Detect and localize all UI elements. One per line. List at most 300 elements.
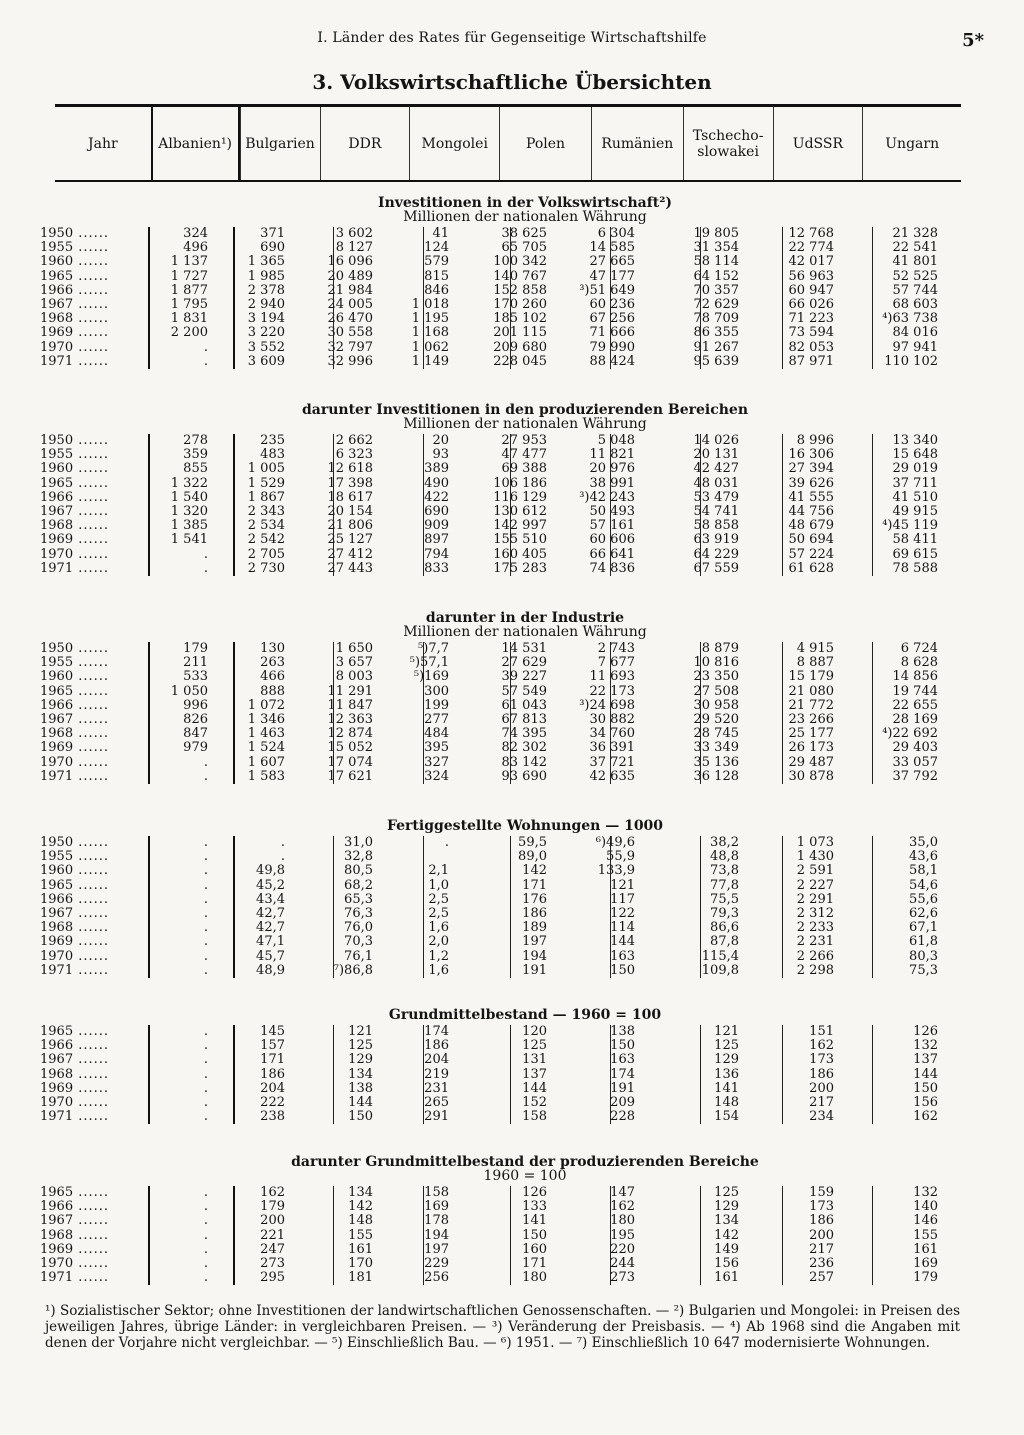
table-row xyxy=(40,270,970,284)
cell-polen: 171 xyxy=(522,877,547,893)
row-year xyxy=(40,964,150,978)
table-row xyxy=(40,1096,970,1110)
row-year xyxy=(40,950,150,964)
leader-dots: ...... xyxy=(73,905,110,921)
cell-bulgarien: 179 xyxy=(260,1199,285,1215)
cell-mongolei: 327 xyxy=(424,754,449,770)
leader-dots: ...... xyxy=(73,254,110,270)
row-year xyxy=(40,670,150,684)
column-header-ungarn: Ungarn xyxy=(862,107,961,180)
year-label: 1967 xyxy=(40,1052,74,1068)
cell-ddr: 142 xyxy=(348,1199,373,1215)
cell-polen: 171 xyxy=(522,1255,547,1271)
cell-bulgarien: 1 529 xyxy=(247,475,285,491)
cell-tschechoslowakei: 79,3 xyxy=(710,905,739,921)
cell-mongolei: 1 195 xyxy=(411,311,449,327)
row-year xyxy=(40,312,150,326)
cell-ungarn: 155 xyxy=(913,1227,938,1243)
table-row xyxy=(40,241,970,255)
cell-tschechoslowakei: 63 919 xyxy=(693,532,739,548)
cell-tschechoslowakei: 115,4 xyxy=(701,948,739,964)
column-rule xyxy=(872,836,873,978)
cell-ungarn: 84 016 xyxy=(892,325,938,341)
cell-udssr: 8 996 xyxy=(796,433,834,448)
leader-dots: ...... xyxy=(73,1024,110,1039)
cell-ungarn: 126 xyxy=(913,1024,938,1039)
table-row xyxy=(40,227,970,241)
cell-ungarn: 41 801 xyxy=(892,254,938,270)
cell-ungarn: ⁴)45 119 xyxy=(882,518,938,534)
table-section xyxy=(40,819,970,978)
table-row xyxy=(40,298,970,312)
cell-tschechoslowakei: 28 745 xyxy=(693,726,739,742)
leader-dots: ...... xyxy=(73,1109,110,1125)
cell-bulgarien: 263 xyxy=(260,655,285,671)
row-year xyxy=(40,727,150,741)
cell-polen: 47 477 xyxy=(501,447,547,463)
leader-dots: ...... xyxy=(73,560,110,576)
leader-dots: ...... xyxy=(73,1270,110,1286)
cell-rumaenien: 180 xyxy=(610,1213,635,1229)
cell-ungarn: 58 411 xyxy=(892,532,938,548)
year-label: 1965 xyxy=(40,877,74,893)
year-label: 1960 xyxy=(40,461,74,477)
cell-tschechoslowakei: 161 xyxy=(714,1270,739,1286)
year-label: 1971 xyxy=(40,768,74,784)
cell-albanien: . xyxy=(203,339,208,355)
cell-albanien: 2 200 xyxy=(170,325,208,341)
table-row xyxy=(40,713,970,727)
cell-ddr: 15 052 xyxy=(327,740,373,756)
cell-mongolei: 1 149 xyxy=(411,353,449,369)
cell-ddr: 20 489 xyxy=(327,268,373,284)
cell-bulgarien: 162 xyxy=(260,1185,285,1200)
cell-albanien: . xyxy=(203,877,208,893)
cell-udssr: 44 756 xyxy=(788,503,834,519)
cell-albanien: . xyxy=(203,863,208,879)
cell-polen: 39 227 xyxy=(501,669,547,685)
cell-ddr: 30 558 xyxy=(327,325,373,341)
cell-ddr: 2 662 xyxy=(335,433,373,448)
year-label: 1970 xyxy=(40,948,74,964)
cell-ddr: 12 874 xyxy=(327,726,373,742)
column-rule xyxy=(423,1025,424,1124)
year-label: 1966 xyxy=(40,891,74,907)
table-row xyxy=(40,850,970,864)
row-year xyxy=(40,434,150,448)
cell-albanien: . xyxy=(203,768,208,784)
leader-dots: ...... xyxy=(73,962,110,978)
leader-dots: ...... xyxy=(73,1080,110,1096)
cell-mongolei: 389 xyxy=(424,461,449,477)
cell-polen: 65 705 xyxy=(501,240,547,256)
cell-ddr: 20 154 xyxy=(327,503,373,519)
table-row xyxy=(40,935,970,949)
cell-polen: 144 xyxy=(522,1080,547,1096)
cell-polen: 142 xyxy=(522,863,547,879)
cell-tschechoslowakei: 23 350 xyxy=(693,669,739,685)
cell-bulgarien: 3 609 xyxy=(247,353,285,369)
cell-rumaenien: 163 xyxy=(610,1052,635,1068)
cell-ddr: 17 398 xyxy=(327,475,373,491)
cell-mongolei: 833 xyxy=(424,560,449,576)
cell-udssr: 236 xyxy=(809,1255,834,1271)
cell-albanien: . xyxy=(203,835,208,850)
year-label: 1968 xyxy=(40,1227,74,1243)
cell-polen: 185 102 xyxy=(493,311,547,327)
year-label: 1969 xyxy=(40,1080,74,1096)
column-rule xyxy=(782,1025,783,1124)
cell-polen: 106 186 xyxy=(493,475,547,491)
cell-polen: 100 342 xyxy=(493,254,547,270)
cell-rumaenien: 7 677 xyxy=(597,655,635,671)
row-year xyxy=(40,241,150,255)
cell-ungarn: 37 711 xyxy=(892,475,938,491)
column-header-rumaenien: Rumänien xyxy=(591,107,683,180)
cell-ungarn: 161 xyxy=(913,1241,938,1257)
row-year xyxy=(40,864,150,878)
cell-ddr: 17 074 xyxy=(327,754,373,770)
cell-mongolei: 2,1 xyxy=(428,863,449,879)
cell-rumaenien: 38 991 xyxy=(589,475,635,491)
leader-dots: ...... xyxy=(73,697,110,713)
cell-bulgarien: 1 365 xyxy=(247,254,285,270)
cell-albanien: 1 795 xyxy=(170,296,208,312)
cell-albanien: 826 xyxy=(183,711,208,727)
cell-albanien: . xyxy=(203,1270,208,1286)
cell-udssr: 27 394 xyxy=(788,461,834,477)
table-row xyxy=(40,491,970,505)
year-label: 1965 xyxy=(40,1185,74,1200)
column-rule xyxy=(423,434,424,576)
cell-mongolei: 199 xyxy=(424,697,449,713)
cell-ddr: 11 847 xyxy=(327,697,373,713)
table-row xyxy=(40,907,970,921)
cell-mongolei: 1 018 xyxy=(411,296,449,312)
leader-dots: ...... xyxy=(73,1052,110,1068)
cell-bulgarien: 48,9 xyxy=(256,962,285,978)
footnotes: ¹) Sozialistischer Sektor; ohne Investitionen der landwirtschaftlichen Genossenschaften. — ²) Bulgarien und Mongolei: in Preisen des jeweiligen Jahres, übrige Länder: in vergleichbaren Preisen. — ³) Veränderung der Preisbasis. — ⁴) Ab 1968 sind die Angaben mit denen der Vorjahre nicht vergleichbar. — ⁵) Einschließlich Bau. — ⁶) 1951. — ⁷) Einschließlich 10 647 modernisierte Wohnungen. xyxy=(45,1303,960,1351)
leader-dots: ...... xyxy=(73,282,110,298)
cell-ddr: 32 996 xyxy=(327,353,373,369)
year-label: 1971 xyxy=(40,1270,74,1286)
year-label: 1967 xyxy=(40,711,74,727)
leader-dots: ...... xyxy=(73,1185,110,1200)
cell-polen: 170 260 xyxy=(493,296,547,312)
cell-tschechoslowakei: 19 805 xyxy=(693,226,739,241)
leader-dots: ...... xyxy=(73,1199,110,1215)
cell-albanien: 1 541 xyxy=(170,532,208,548)
row-year xyxy=(40,1229,150,1243)
year-label: 1967 xyxy=(40,296,74,312)
cell-tschechoslowakei: 33 349 xyxy=(693,740,739,756)
table-row xyxy=(40,864,970,878)
cell-rumaenien: 133,9 xyxy=(597,863,635,879)
cell-udssr: 151 xyxy=(809,1024,834,1039)
cell-albanien: . xyxy=(203,353,208,369)
cell-bulgarien: 1 346 xyxy=(247,711,285,727)
column-rule xyxy=(510,1025,511,1124)
table-row xyxy=(40,326,970,340)
cell-mongolei: 204 xyxy=(424,1052,449,1068)
section-rows xyxy=(40,836,970,978)
cell-rumaenien: 6 304 xyxy=(597,226,635,241)
row-year xyxy=(40,448,150,462)
cell-rumaenien: ³)51 649 xyxy=(579,282,635,298)
cell-rumaenien: 55,9 xyxy=(606,849,635,865)
cell-udssr: 186 xyxy=(809,1066,834,1082)
column-rule xyxy=(333,1025,334,1124)
cell-tschechoslowakei: 75,5 xyxy=(710,891,739,907)
cell-rumaenien: 30 882 xyxy=(589,711,635,727)
cell-polen: 130 612 xyxy=(493,503,547,519)
cell-polen: 189 xyxy=(522,920,547,936)
cell-albanien: 1 322 xyxy=(170,475,208,491)
cell-tschechoslowakei: 30 958 xyxy=(693,697,739,713)
cell-ddr: 148 xyxy=(348,1213,373,1229)
leader-dots: ...... xyxy=(73,518,110,534)
table-row xyxy=(40,836,970,850)
cell-bulgarien: 42,7 xyxy=(256,905,285,921)
cell-albanien: . xyxy=(203,962,208,978)
column-rule xyxy=(423,836,424,978)
cell-mongolei: 256 xyxy=(424,1270,449,1286)
column-header-mongolei: Mongolei xyxy=(409,107,499,180)
cell-tschechoslowakei: 10 816 xyxy=(693,655,739,671)
cell-rumaenien: 27 665 xyxy=(589,254,635,270)
column-header-tschechoslowakei: Tschecho- slowakei xyxy=(683,107,773,180)
cell-tschechoslowakei: 109,8 xyxy=(701,962,739,978)
cell-polen: 175 283 xyxy=(493,560,547,576)
column-rule xyxy=(148,1186,150,1285)
year-label: 1965 xyxy=(40,1024,74,1039)
row-year xyxy=(40,713,150,727)
cell-ddr: 8 003 xyxy=(335,669,373,685)
leader-dots: ...... xyxy=(73,311,110,327)
cell-mongolei: . xyxy=(444,835,449,850)
column-rule xyxy=(610,1186,611,1285)
cell-polen: 142 997 xyxy=(493,518,547,534)
cell-rumaenien: 50 493 xyxy=(589,503,635,519)
column-rule xyxy=(610,1025,611,1124)
year-label: 1960 xyxy=(40,863,74,879)
column-rule xyxy=(233,227,235,369)
table-section xyxy=(40,1008,970,1124)
cell-rumaenien: 122 xyxy=(610,905,635,921)
cell-bulgarien: 3 552 xyxy=(247,339,285,355)
cell-mongolei: 395 xyxy=(424,740,449,756)
cell-tschechoslowakei: 91 267 xyxy=(693,339,739,355)
column-header-ddr: DDR xyxy=(320,107,410,180)
row-year xyxy=(40,879,150,893)
table-row xyxy=(40,950,970,964)
row-year xyxy=(40,656,150,670)
cell-albanien: 847 xyxy=(183,726,208,742)
cell-rumaenien: 71 666 xyxy=(589,325,635,341)
row-year xyxy=(40,548,150,562)
cell-bulgarien: 130 xyxy=(260,641,285,656)
year-label: 1967 xyxy=(40,905,74,921)
cell-albanien: . xyxy=(203,920,208,936)
cell-ungarn: 62,6 xyxy=(909,905,938,921)
cell-rumaenien: 36 391 xyxy=(589,740,635,756)
cell-albanien: . xyxy=(203,1255,208,1271)
cell-rumaenien: 47 177 xyxy=(589,268,635,284)
cell-bulgarien: 171 xyxy=(260,1052,285,1068)
cell-tschechoslowakei: 58 858 xyxy=(693,518,739,534)
row-year xyxy=(40,907,150,921)
cell-ddr: 68,2 xyxy=(344,877,373,893)
cell-polen: 160 xyxy=(522,1241,547,1257)
cell-tschechoslowakei: 48,8 xyxy=(710,849,739,865)
cell-ddr: 21 984 xyxy=(327,282,373,298)
cell-rumaenien: 162 xyxy=(610,1199,635,1215)
year-label: 1969 xyxy=(40,740,74,756)
cell-mongolei: 291 xyxy=(424,1109,449,1125)
cell-ungarn: 29 403 xyxy=(892,740,938,756)
cell-rumaenien: 88 424 xyxy=(589,353,635,369)
cell-polen: 197 xyxy=(522,934,547,950)
cell-udssr: 159 xyxy=(809,1185,834,1200)
table-row xyxy=(40,741,970,755)
leader-dots: ...... xyxy=(73,1227,110,1243)
section-title: Grundmittelbestand — 1960 = 100 xyxy=(388,1007,662,1023)
cell-rumaenien: 138 xyxy=(610,1024,635,1039)
column-rule xyxy=(233,1186,235,1285)
table-row xyxy=(40,284,970,298)
cell-bulgarien: 42,7 xyxy=(256,920,285,936)
cell-ungarn: 58,1 xyxy=(909,863,938,879)
year-label: 1969 xyxy=(40,1241,74,1257)
leader-dots: ...... xyxy=(73,296,110,312)
year-label: 1969 xyxy=(40,934,74,950)
cell-udssr: 200 xyxy=(809,1227,834,1243)
leader-dots: ...... xyxy=(73,849,110,865)
column-header-bulgarien: Bulgarien xyxy=(240,107,320,180)
year-label: 1971 xyxy=(40,962,74,978)
cell-bulgarien: 2 378 xyxy=(247,282,285,298)
cell-tschechoslowakei: 20 131 xyxy=(693,447,739,463)
column-rule xyxy=(700,1186,701,1285)
cell-tschechoslowakei: 141 xyxy=(714,1080,739,1096)
leader-dots: ...... xyxy=(73,863,110,879)
row-year xyxy=(40,477,150,491)
cell-mongolei: 1,0 xyxy=(428,877,449,893)
page-number: 5* xyxy=(962,30,984,51)
cell-ddr: 76,1 xyxy=(344,948,373,964)
cell-polen: 194 xyxy=(522,948,547,964)
year-label: 1969 xyxy=(40,325,74,341)
cell-ddr: 24 005 xyxy=(327,296,373,312)
leader-dots: ...... xyxy=(73,240,110,256)
year-label: 1968 xyxy=(40,920,74,936)
cell-ungarn: 33 057 xyxy=(892,754,938,770)
cell-mongolei: 186 xyxy=(424,1038,449,1054)
cell-polen: 176 xyxy=(522,891,547,907)
cell-ungarn: 22 541 xyxy=(892,240,938,256)
table-row xyxy=(40,519,970,533)
cell-bulgarien: 145 xyxy=(260,1024,285,1039)
cell-mongolei: 158 xyxy=(424,1185,449,1200)
cell-albanien: . xyxy=(203,1094,208,1110)
leader-dots: ...... xyxy=(73,740,110,756)
cell-ddr: 8 127 xyxy=(335,240,373,256)
cell-udssr: 186 xyxy=(809,1213,834,1229)
year-label: 1950 xyxy=(40,226,74,241)
leader-dots: ...... xyxy=(73,1241,110,1257)
cell-ungarn: 29 019 xyxy=(892,461,938,477)
leader-dots: ...... xyxy=(73,339,110,355)
page-title: 3. Volkswirtschaftliche Übersichten xyxy=(312,70,712,94)
cell-albanien: . xyxy=(203,905,208,921)
cell-ddr: 1 650 xyxy=(335,641,373,656)
cell-bulgarien: 247 xyxy=(260,1241,285,1257)
cell-polen: 83 142 xyxy=(501,754,547,770)
cell-tschechoslowakei: 148 xyxy=(714,1094,739,1110)
cell-mongolei: 846 xyxy=(424,282,449,298)
leader-dots: ...... xyxy=(73,726,110,742)
cell-ddr: 6 323 xyxy=(335,447,373,463)
table-section xyxy=(40,196,970,369)
cell-ungarn: 52 525 xyxy=(892,268,938,284)
table-row xyxy=(40,1243,970,1257)
table-row xyxy=(40,1110,970,1124)
cell-udssr: 61 628 xyxy=(788,560,834,576)
column-rule xyxy=(700,434,701,576)
cell-polen: 228 045 xyxy=(493,353,547,369)
row-year xyxy=(40,893,150,907)
leader-dots: ...... xyxy=(73,353,110,369)
cell-rumaenien: ³)24 698 xyxy=(579,697,635,713)
table-row xyxy=(40,533,970,547)
row-year xyxy=(40,1110,150,1124)
cell-mongolei: 1,2 xyxy=(428,948,449,964)
cell-mongolei: 194 xyxy=(424,1227,449,1243)
cell-bulgarien: 3 194 xyxy=(247,311,285,327)
year-label: 1955 xyxy=(40,849,74,865)
cell-udssr: 162 xyxy=(809,1038,834,1054)
year-label: 1966 xyxy=(40,282,74,298)
cell-rumaenien: 2 743 xyxy=(597,641,635,656)
row-year xyxy=(40,699,150,713)
section-title: Investitionen in der Volkswirtschaft²) xyxy=(378,195,672,211)
cell-rumaenien: 191 xyxy=(610,1080,635,1096)
cell-ddr: 144 xyxy=(348,1094,373,1110)
cell-bulgarien: . xyxy=(280,835,285,850)
row-year xyxy=(40,462,150,476)
cell-bulgarien: 2 705 xyxy=(247,546,285,562)
table-row xyxy=(40,656,970,670)
cell-polen: 27 629 xyxy=(501,655,547,671)
year-label: 1970 xyxy=(40,754,74,770)
cell-tschechoslowakei: 154 xyxy=(714,1109,739,1125)
cell-udssr: 257 xyxy=(809,1270,834,1286)
cell-rumaenien: 22 173 xyxy=(589,683,635,699)
column-rule xyxy=(782,434,783,576)
column-rule xyxy=(872,642,873,784)
cell-tschechoslowakei: 86 355 xyxy=(693,325,739,341)
cell-tschechoslowakei: 149 xyxy=(714,1241,739,1257)
cell-tschechoslowakei: 36 128 xyxy=(693,768,739,784)
cell-udssr: 30 878 xyxy=(788,768,834,784)
cell-ddr: 27 443 xyxy=(327,560,373,576)
cell-mongolei: 169 xyxy=(424,1199,449,1215)
cell-mongolei: ⁵)7,7 xyxy=(418,641,449,656)
cell-albanien: 533 xyxy=(183,669,208,685)
year-label: 1960 xyxy=(40,254,74,270)
cell-ddr: 32 797 xyxy=(327,339,373,355)
cell-albanien: 1 727 xyxy=(170,268,208,284)
